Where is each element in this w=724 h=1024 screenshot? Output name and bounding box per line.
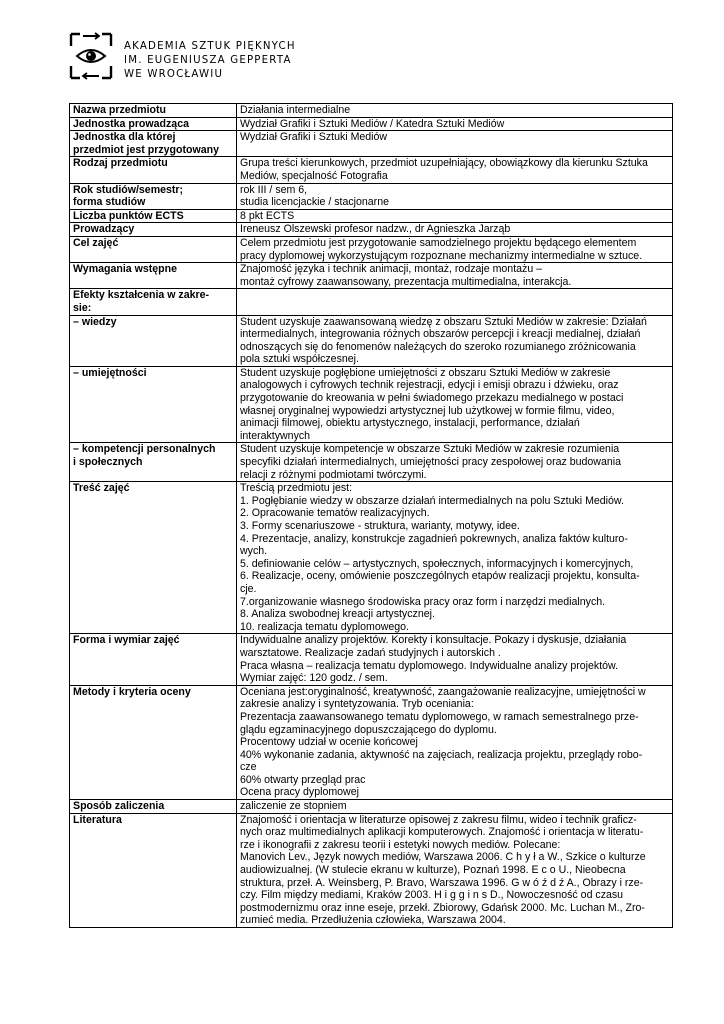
row-value-line: rok III / sem 6, bbox=[240, 183, 308, 196]
row-value-line: zakresie analizy i syntetyzowania. Tryb oceniania: bbox=[240, 698, 474, 711]
row-value-line: 6. Realizacje, oceny, omówienie poszczególnych etapów realizacji projektu, konsulta- bbox=[240, 570, 640, 583]
row-value-line: Praca własna – realizacja tematu dyplomowego. Indywidualne analizy projektów. bbox=[240, 659, 619, 672]
row-label bbox=[70, 263, 237, 289]
table-row bbox=[70, 315, 673, 366]
row-label-line: – kompetencji personalnych bbox=[73, 443, 216, 456]
row-value-line: nych oraz multimedialnych aplikacji komputerowych. Znajomość i orientacja w literatu- bbox=[240, 826, 644, 839]
row-value bbox=[237, 685, 673, 799]
row-value-line: 5. definiowanie celów – artystycznych, społecznych, informacyjnych i komercyjnych, bbox=[240, 557, 634, 570]
row-value-line: Ocena pracy dyplomowej bbox=[240, 786, 359, 799]
table-row bbox=[70, 634, 673, 685]
row-label bbox=[70, 482, 237, 634]
row-value-line: Indywidualne analizy projektów. Korekty i konsultacje. Pokazy i dyskusje, działania bbox=[240, 634, 627, 647]
row-value bbox=[237, 634, 673, 685]
row-value-line: Mediów, specjalność Fotografia bbox=[240, 169, 388, 182]
row-value-line: zumieć media. Przedłużenia człowieka, Warszawa 2004. bbox=[240, 914, 506, 927]
row-label-line: forma studiów bbox=[73, 196, 146, 209]
row-value-line: 3. Formy scenariuszowe - struktura, warianty, motywy, idee. bbox=[240, 520, 520, 532]
row-value bbox=[237, 263, 673, 289]
row-label-line: Jednostka prowadząca bbox=[73, 117, 189, 130]
row-value-line: Student uzyskuje zaawansowaną wiedzę z obszaru Sztuki Mediów w zakresie: Działań bbox=[240, 315, 647, 328]
row-label-line: Sposób zaliczenia bbox=[73, 800, 165, 813]
row-label bbox=[70, 131, 237, 157]
row-label-line: Jednostka dla której bbox=[73, 131, 176, 144]
row-value bbox=[237, 315, 673, 366]
row-value-line: Działania intermedialne bbox=[240, 104, 351, 116]
row-label bbox=[70, 183, 237, 209]
table-row bbox=[70, 813, 673, 927]
row-label bbox=[70, 104, 237, 118]
row-value bbox=[237, 289, 673, 315]
row-label-line: Nazwa przedmiotu bbox=[73, 104, 167, 116]
row-value-line: struktura, przeł. A. Weinsberg, P. Bravo, Warszawa 1996. G w ó ź d ź A., Obrazy i rze- bbox=[240, 876, 644, 889]
row-value bbox=[237, 366, 673, 443]
table-row bbox=[70, 117, 673, 131]
row-value-line: interaktywnych bbox=[240, 429, 311, 442]
row-value-line: Znajomość języka i technik animacji, montaż, rodzaje montażu – bbox=[240, 263, 543, 276]
syllabus-table bbox=[69, 103, 673, 928]
row-value-line: Student uzyskuje kompetencje w obszarze Sztuki Mediów w zakresie rozumienia bbox=[240, 443, 620, 456]
row-value-line: wych. bbox=[240, 545, 268, 558]
row-value-line: analogowych i cyfrowych technik rejestracji, edycji i emisji obrazu i dźwieku, oraz bbox=[240, 379, 619, 392]
row-label-line: Prowadzący bbox=[73, 223, 135, 236]
row-value bbox=[237, 443, 673, 482]
row-value-line: 60% otwarty przegląd prac bbox=[240, 773, 366, 786]
institution-line: WE WROCŁAWIU bbox=[124, 69, 224, 80]
row-label-line: Rodzaj przedmiotu bbox=[73, 157, 168, 170]
row-value-line: Znajomość i orientacja w literaturze opisowej z zakresu filmu, wideo i technik graficz- bbox=[240, 813, 637, 826]
row-value bbox=[237, 117, 673, 131]
row-value-line: Ireneusz Olszewski profesor nadzw., dr Agnieszka Jarząb bbox=[240, 223, 511, 236]
row-label-line: Treść zajęć bbox=[73, 482, 130, 495]
row-value bbox=[237, 183, 673, 209]
row-label bbox=[70, 634, 237, 685]
institution-line: IM. EUGENIUSZA GEPPERTA bbox=[124, 55, 292, 66]
row-label bbox=[70, 800, 237, 814]
row-value-line: 8 pkt ECTS bbox=[240, 209, 295, 222]
row-value-line: 1. Pogłębianie wiedzy w obszarze działań intermedialnych na polu Sztuki Mediów. bbox=[240, 494, 624, 507]
table-row bbox=[70, 183, 673, 209]
row-value-line: studia licencjackie / stacjonarne bbox=[240, 196, 389, 209]
row-value bbox=[237, 131, 673, 157]
table-row bbox=[70, 800, 673, 814]
row-value bbox=[237, 157, 673, 183]
row-label-line: przedmiot jest przygotowany bbox=[73, 143, 219, 156]
row-value-line: pola sztuki współczesnej. bbox=[240, 353, 359, 366]
table-row bbox=[70, 443, 673, 482]
row-value-line: Student uzyskuje pogłębione umiejętności z obszaru Sztuki Mediów w zakresie bbox=[240, 366, 611, 379]
row-label-line: Wymagania wstępne bbox=[73, 263, 178, 276]
row-label bbox=[70, 366, 237, 443]
row-label-line: Metody i kryteria oceny bbox=[73, 685, 191, 698]
row-value-line: odnoszących się do fenomenów należących do szeroko rozumianego zróżnicowania bbox=[240, 340, 636, 353]
row-value-line: własnej oryginalnej wypowiedzi artystycznej lub użytkowej w formie filmu, video, bbox=[240, 404, 615, 417]
row-value-line: 40% wykonanie zadania, aktywność na zajęciach, realizacja projektu, przeglądy robo- bbox=[240, 748, 643, 761]
syllabus-table-body bbox=[70, 104, 673, 928]
row-value-line: intermedialnych, integrowania różnych obszarów percepcji i kreacji medialnej, działań bbox=[240, 328, 641, 341]
table-row bbox=[70, 209, 673, 223]
institution-name bbox=[124, 40, 296, 82]
row-value bbox=[237, 236, 673, 262]
row-label-line: i społecznych bbox=[73, 456, 143, 469]
row-label-line: Efekty kształcenia w zakre- bbox=[73, 289, 210, 302]
academy-logo-icon bbox=[68, 30, 114, 82]
page-header bbox=[68, 30, 368, 90]
institution-line: AKADEMIA SZTUK PIĘKNYCH bbox=[124, 41, 296, 52]
row-value bbox=[237, 104, 673, 118]
table-row bbox=[70, 289, 673, 315]
table-row bbox=[70, 482, 673, 634]
row-value bbox=[237, 482, 673, 634]
table-row bbox=[70, 236, 673, 262]
row-value-line: Grupa treści kierunkowych, przedmiot uzupełniający, obowiązkowy dla kierunku Sztuka bbox=[240, 157, 648, 170]
row-value-line: relacji z różnymi podmiotami twórczymi. bbox=[240, 468, 427, 481]
row-value-line: cje. bbox=[240, 582, 257, 595]
row-value-line: Treścią przedmiotu jest: bbox=[240, 482, 353, 495]
row-label-line: Literatura bbox=[73, 813, 122, 826]
table-row bbox=[70, 223, 673, 237]
row-value-line: Wydział Grafiki i Sztuki Mediów / Katedra Sztuki Mediów bbox=[240, 117, 505, 130]
row-value-line: pracy dyplomowej wykorzystującym rozpoznane mechanizmy intermedialne w sztuce. bbox=[240, 249, 643, 262]
row-value-line: Wydział Grafiki i Sztuki Mediów bbox=[240, 131, 388, 144]
row-label bbox=[70, 813, 237, 927]
row-label bbox=[70, 443, 237, 482]
row-value-line: 7.organizowanie własnego środowiska pracy oraz form i narzędzi medialnych. bbox=[240, 595, 606, 608]
row-value-line: zaliczenie ze stopniem bbox=[240, 800, 347, 813]
row-label bbox=[70, 289, 237, 315]
row-value bbox=[237, 223, 673, 237]
row-value-line: specyfiki działań intermedialnych, umiejętności pracy zespołowej oraz budowania bbox=[240, 456, 621, 469]
row-value-line: glądu egzaminacyjnego dopuszczającego do dyplomu. bbox=[240, 723, 497, 736]
row-value-line: 8. Analiza swobodnej kreacji artystycznej. bbox=[240, 608, 435, 621]
row-label bbox=[70, 223, 237, 237]
row-label-line: Cel zajęć bbox=[73, 236, 119, 249]
row-value-line: przygotowanie do kreowania w pełni świadomego przekazu medialnego w postaci bbox=[240, 392, 624, 405]
table-row bbox=[70, 104, 673, 118]
row-label bbox=[70, 209, 237, 223]
row-value-line: montaż cyfrowy zaawansowany, prezentacja multimedialna, interakcja. bbox=[240, 275, 572, 288]
row-value-line: Wymiar zajęć: 120 godz. / sem. bbox=[240, 672, 388, 685]
table-row bbox=[70, 685, 673, 799]
row-label-line: Rok studiów/semestr; bbox=[73, 183, 184, 196]
row-value bbox=[237, 800, 673, 814]
row-value-line: animacji filmowej, obiektu artystycznego, instalacji, performance, działań bbox=[240, 417, 580, 430]
row-label-line: Liczba punktów ECTS bbox=[73, 209, 184, 222]
row-label bbox=[70, 117, 237, 131]
row-value bbox=[237, 813, 673, 927]
row-label-line: – umiejętności bbox=[73, 366, 147, 379]
row-value-line: cze bbox=[240, 761, 257, 774]
row-value-line: Prezentacja zaawansowanego tematu dyplomowego, w ramach semestralnego prze- bbox=[240, 710, 639, 723]
row-value-line: rze i ikonografii z zakresu teorii i estetyki nowych mediów. Polecane: bbox=[240, 838, 561, 851]
row-value-line: czy. Film między mediami, Kraków 2003. H i g g i n s D., Nowoczesność od czasu bbox=[240, 889, 624, 902]
row-label bbox=[70, 685, 237, 799]
row-value-line: Manovich Lev., Język nowych mediów, Warszawa 2006. C h y ł a W., Szkice o kulturze bbox=[240, 851, 646, 864]
row-value bbox=[237, 209, 673, 223]
row-label bbox=[70, 315, 237, 366]
row-value-line: 4. Prezentacje, analizy, konstrukcje zagadnień pokrewnych, analiza faktów kulturo- bbox=[240, 532, 628, 545]
table-row bbox=[70, 157, 673, 183]
row-value-line: Celem przedmiotu jest przygotowanie samodzielnego projektu będącego elementem bbox=[240, 236, 637, 249]
row-label bbox=[70, 236, 237, 262]
row-value-line: Oceniana jest:oryginalność, kreatywność, zaangażowanie realizacyjne, umiejętności w bbox=[240, 685, 646, 698]
row-value-line: warsztatowe. Realizacje zadań studyjnych i autorskich . bbox=[240, 646, 501, 659]
row-value-line: audiowizualnej. (W stulecie ekranu w kulturze), Poznań 1998. E c o U., Nieobecna bbox=[240, 864, 626, 877]
row-value-line: Procentowy udział w ocenie końcowej bbox=[240, 736, 418, 749]
row-label-line: sie: bbox=[73, 301, 92, 314]
row-label bbox=[70, 157, 237, 183]
row-value-line: postmodernizmu oraz inne eseje, przekł. Zbiorowy, Gdańsk 2000. Mc. Luchan M., Zro- bbox=[240, 901, 645, 914]
table-row bbox=[70, 263, 673, 289]
row-value-line: 2. Opracowanie tematów realizacyjnych. bbox=[240, 507, 430, 520]
row-value-line: 10. realizacja tematu dyplomowego. bbox=[240, 620, 410, 633]
table-row bbox=[70, 131, 673, 157]
row-label-line: – wiedzy bbox=[73, 315, 117, 328]
table-row bbox=[70, 366, 673, 443]
row-label-line: Forma i wymiar zajęć bbox=[73, 634, 180, 647]
